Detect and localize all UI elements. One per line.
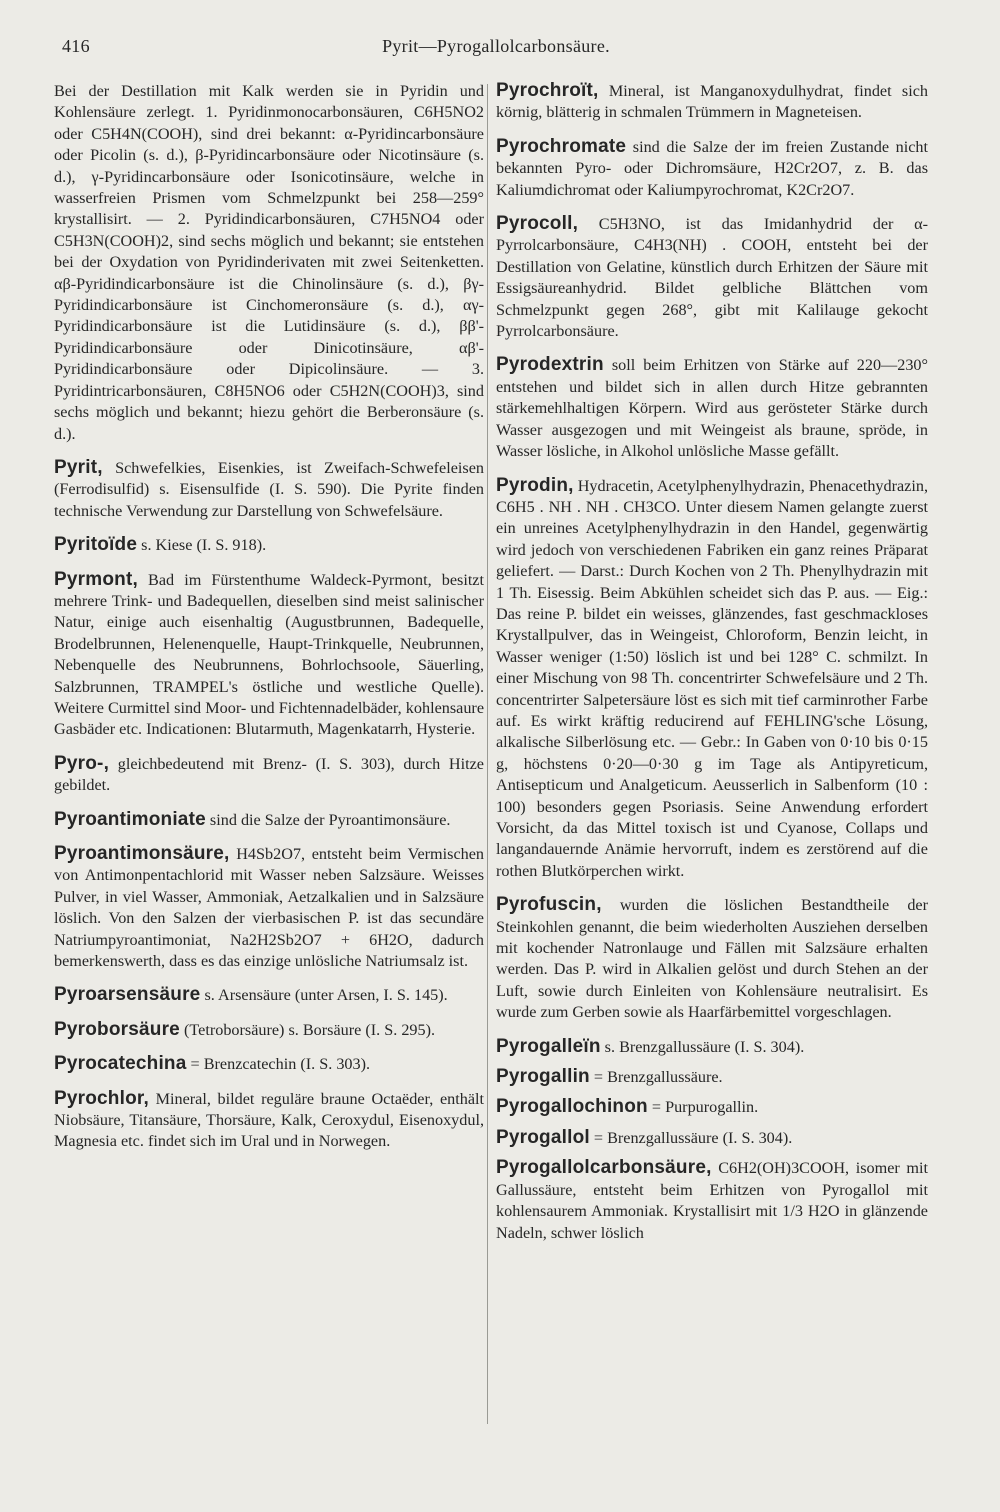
dictionary-entry <box>54 809 484 831</box>
entry-text: soll beim Erhitzen von Stärke auf 220—230° entstehen und bildet sich in allen durch Hitze gebrannten stärkemehlhaltigen Körpern. Wird aus gerösteter Stärke durch Wasser ausgezogen und mit Weingeist als braune, spröde, in Wasser lösliche, in Alkohol unlösliche Masse gefällt. <box>496 356 928 461</box>
dictionary-entry <box>54 1088 484 1153</box>
dictionary-entry <box>496 1096 928 1118</box>
entry-text: sind die Salze der im freien Zustande nicht bekannten Pyro- oder Dichromsäure, H2Cr2O7, z. B. das Kaliumdichromat oder Kaliumpyrochromat, K2Cr2O7. <box>496 137 928 199</box>
dictionary-entry <box>496 136 928 201</box>
entry-text: Schwefelkies, Eisenkies, ist Zweifach-Schwefeleisen (Ferrodisulfid) s. Eisensulfide (I. S. 590). Die Pyrite finden technische Verwendung zur Darstellung von Schwefelsäure. <box>54 458 484 520</box>
entry-text: sind die Salze der Pyroantimonsäure. <box>209 810 451 829</box>
dictionary-entry <box>496 213 928 342</box>
entry-lemma: Pyroantimonsäure, <box>54 843 230 864</box>
entry-lemma: Pyroborsäure <box>54 1018 180 1040</box>
entry-text: = Purpurogallin. <box>651 1098 759 1117</box>
dictionary-entry <box>54 457 484 522</box>
entry-text: s. Arsensäure (unter Arsen, I. S. 145). <box>204 986 448 1005</box>
dictionary-entry <box>54 984 484 1006</box>
entry-lemma: Pyrogallol <box>496 1126 590 1148</box>
entry-text: Mineral, ist Manganoxydulhydrat, findet sich körnig, blätterig in schmalen Trümmern in Magneteisen. <box>496 82 929 122</box>
page-number: 416 <box>62 36 90 56</box>
dictionary-entry <box>54 534 484 556</box>
entry-lemma: Pyroarsensäure <box>54 984 201 1006</box>
page-header <box>62 36 930 66</box>
entry-lemma: Pyrochlor, <box>54 1087 149 1109</box>
left-column <box>54 80 484 1165</box>
entry-text: gleichbedeutend mit Brenz- (I. S. 303), durch Hitze gebildet. <box>54 754 484 795</box>
entry-text: Hydracetin, Acetylphenylhydrazin, Phenacethydrazin, C6H5 . NH . NH . CH3CO. Unter diesem Namen gelangte zuerst ein unreines Acetylphenylhydrazin in den Handel, gegenwärtig wird jedoch von verschiedenen Fabriken ein ganz reines Präparat geliefert. — Darst.: Durch Kochen von 2 Th. Phenylhydrazin mit 1 Th. Eisessig. Beim Abkühlen scheidet sich das P. aus. — Eig.: Das reine P. bildet ein weisses, glänzendes, fast geschmackloses Krystallpulver, das in Weingeist, Chloroform, Benzin leicht, in Wasser weniger (1:50) löslich ist und bei 128° C. schmilzt. In einer Mischung von 98 Th. concentrirter Schwefelsäure und 2 Th. concentrirter Salpetersäure löst es sich mit tief carminrother Farbe auf. Es wirkt kräftig reducirend auf FEHLING'sche Lösung, alkalische Silberlösung etc. — Gebr.: In Gaben von 0·10 bis 0·15 g, höchstens 0·20—0·30 g im Tage als Antipyreticum, Antisepticum und Analgeticum. Aeusserlich in Salbenform (10 : 100) besonders gegen Psoriasis. Seine Anwendung erfordert Vorsicht, da das Mittel toxisch ist und Cyanose, Collaps und langandauernde Anämie hervorruft, indem es zerstörend auf die rothen Blutkörperchen wirkt. <box>496 476 928 880</box>
entry-text: C5H3NO, ist das Imidanhydrid der α-Pyrrolcarbonsäure, C4H3(NH) . COOH, entsteht bei der Destillation von Gelatine, künstlich durch Erhitzen der Säure mit Essigsäureanhydrid. Bildet gelbliche Blättchen vom Schmelzpunkt gegen 268°, gibt mit Kalilauge gekocht Pyrrolcarbonsäure. <box>496 215 928 341</box>
entry-text: wurden die löslichen Bestandtheile der Steinkohlen genannt, die beim wiederholten Ausziehen derselben mit kochender Natronlauge und Fällen mit Salzsäure erhalten werden. Das P. wird in Alkalien gelöst und durch Stehen an der Luft, sowie durch Einleiten von Kohlensäure neutralisirt. Es wurde zum Gerben sowie als Haarfärbemittel vorgeschlagen. <box>496 896 928 1022</box>
entry-text: Bad im Fürstenthume Waldeck-Pyrmont, besitzt mehrere Trink- und Badequellen, dieselben sind meist salinischer Natur, einige auch eisenhaltig (Augustbrunnen, Badequelle, Brodelbrunnen, Helenenquelle, Haupt-Trinkquelle, Neubrunnen, Nebenquelle des Neubrunnens, Bohrlochsoole, Säuerling, Salzbrunnen, TRAMPEL's östliche und westliche Quelle). Weitere Curmittel sind Moor- und Fichtennadelbäder, kohlensaure Gasbäder etc. Indicationen: Blutarmuth, Magenkatarrh, Hysterie. <box>54 570 484 739</box>
dictionary-entry <box>496 354 928 462</box>
dictionary-entry <box>54 80 484 445</box>
entry-text: Bei der Destillation mit Kalk werden sie in Pyridin und Kohlensäure zerlegt. 1. Pyridinmonocarbonsäuren, C6H5NO2 oder C5H4N(COOH), sind drei bekannt: α-Pyridincarbonsäure oder Picolin (s. d.), β-Pyridincarbonsäure oder Nicotinsäure (s. d.), γ-Pyridincarbonsäure oder Isonicotinsäure, welche in wasserfreien Prismen vom Schmelzpunkt bei 258—259° krystallisirt. — 2. Pyridindicarbonsäuren, C7H5NO4 oder C5H3N(COOH)2, sind sechs möglich und bekannt; sie entstehen bei der Oxydation von Pyridinderivaten mit zwei Seitenketten. αβ-Pyridindicarbonsäure ist die Chinolinsäure (s. d.), βγ-Pyridindicarbonsäure ist Cinchomeronsäure (s. d.), αγ-Pyridindicarbonsäure ist die Lutidinsäure (s. d.), ββ'-Pyridindicarbonsäure oder Dinicotinsäure, αβ'-Pyridindicarbonsäure oder Dipicolinsäure. — 3. Pyridintricarbonsäuren, C8H5NO6 oder C5H2N(COOH)3, sind sechs möglich und bekannt; hiezu gehört die Berberonsäure (s. d.). <box>54 82 484 443</box>
dictionary-entry <box>496 475 928 883</box>
dictionary-entry <box>496 1036 928 1058</box>
entry-text: = Brenzgallussäure (I. S. 304). <box>593 1128 793 1147</box>
entry-lemma: Pyrogallolcarbonsäure, <box>496 1157 712 1179</box>
dictionary-entry <box>496 80 928 124</box>
entry-text: = Brenzgallussäure. <box>593 1068 723 1087</box>
entry-lemma: Pyrochromate <box>496 135 627 157</box>
entry-text: = Brenzcatechin (I. S. 303). <box>190 1055 371 1074</box>
entry-lemma: Pyro-, <box>54 752 110 774</box>
entry-text: C6H2(OH)3COOH, isomer mit Gallussäure, entsteht beim Erhitzen von Pyrogallol mit kohlensaurem Ammoniak. Krystallisirt mit 1/3 H2O in glänzende Nadeln, schwer löslich <box>496 1159 928 1242</box>
dictionary-entry <box>54 1053 484 1075</box>
entry-lemma: Pyrmont, <box>54 568 138 590</box>
dictionary-entry <box>496 1066 928 1088</box>
dictionary-entry <box>54 753 484 797</box>
entry-lemma: Pyrochroït, <box>496 80 599 101</box>
entry-lemma: Pyrofuscin, <box>496 894 602 916</box>
entry-text: s. Kiese (I. S. 918). <box>141 536 267 555</box>
right-column <box>496 80 928 1256</box>
entry-lemma: Pyrodin, <box>496 474 574 496</box>
entry-text: s. Brenzgallussäure (I. S. 304). <box>604 1037 805 1056</box>
running-title: Pyrit—Pyrogallolcarbonsäure. <box>382 36 610 56</box>
entry-lemma: Pyrogallin <box>496 1066 590 1088</box>
dictionary-entry <box>496 1157 928 1244</box>
entry-lemma: Pyroantimoniate <box>54 808 206 830</box>
dictionary-entry <box>496 1127 928 1149</box>
entry-text: (Tetroborsäure) s. Borsäure (I. S. 295). <box>184 1020 436 1039</box>
entry-lemma: Pyrogallochinon <box>496 1096 648 1118</box>
entry-lemma: Pyrogalleïn <box>496 1035 601 1057</box>
column-divider <box>487 84 488 1424</box>
dictionary-entry <box>54 1019 484 1041</box>
dictionary-entry <box>54 569 484 741</box>
entry-lemma: Pyrit, <box>54 456 103 478</box>
entry-lemma: Pyritoïde <box>54 534 138 556</box>
dictionary-entry <box>496 894 928 1023</box>
entry-lemma: Pyrocoll, <box>496 213 579 235</box>
entry-lemma: Pyrocatechina <box>54 1053 187 1075</box>
entry-text: H4Sb2O7, entsteht beim Vermischen von Antimonpentachlorid mit Wasser neben Salzsäure. Weisses Pulver, in viel Wasser, Ammoniak, Aetzalkalien und in Salzsäure löslich. Von den Salzen der vierbasischen P. ist das secundäre Natriumpyroantimoniat, Na2H2Sb2O7 + 6H2O, dadurch bemerkenswerth, dass es das einzige unlösliche Natriumsalz ist. <box>54 845 484 971</box>
entry-text: Mineral, bildet reguläre braune Octaëder, enthält Niobsäure, Titansäure, Thorsäure, Kalk, Ceroxydul, Eisenoxydul, Magnesia etc. findet sich im Ural und in Norwegen. <box>54 1089 485 1151</box>
entry-lemma: Pyrodextrin <box>496 354 604 376</box>
dictionary-entry <box>54 843 484 972</box>
